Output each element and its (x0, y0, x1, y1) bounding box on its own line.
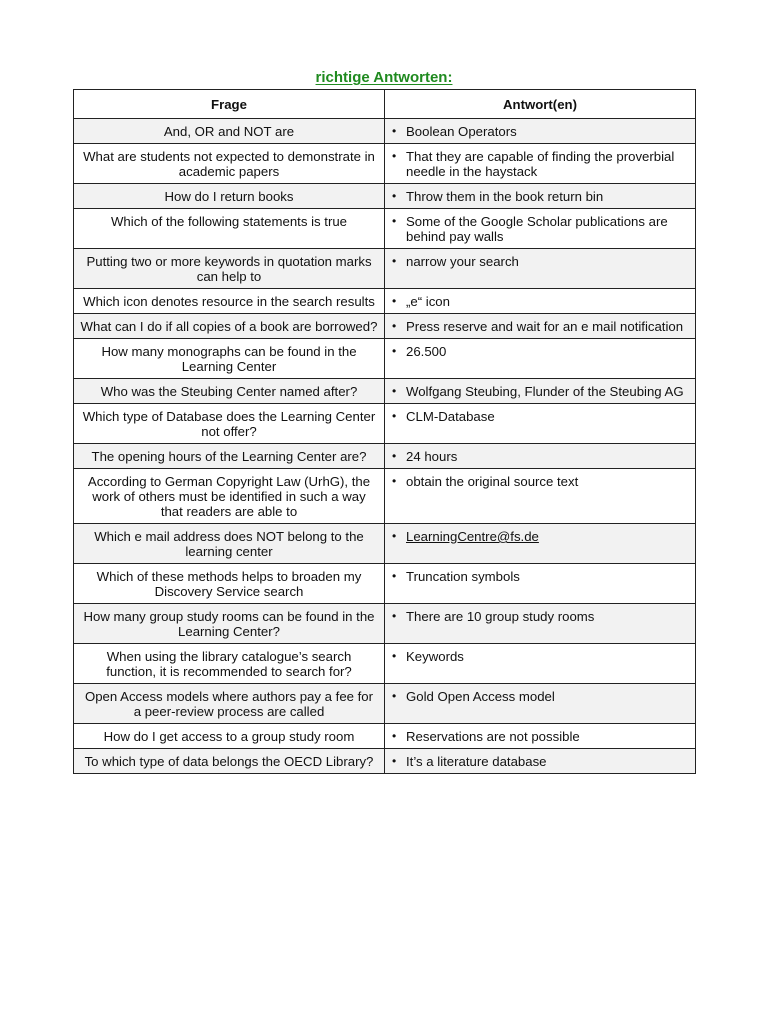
header-answer: Antwort(en) (385, 90, 696, 119)
table-row (74, 289, 696, 314)
table-body (74, 119, 696, 774)
bullet-icon: • (392, 149, 397, 163)
question-cell: What can I do if all copies of a book are borrowed? (74, 314, 385, 339)
answer-text: 24 hours (406, 449, 458, 464)
answer-text: Truncation symbols (406, 569, 520, 584)
table-row (74, 404, 696, 444)
question-cell: And, OR and NOT are (74, 119, 385, 144)
answer-cell (385, 524, 696, 564)
answer-cell (385, 724, 696, 749)
answer-cell (385, 684, 696, 724)
table-row (74, 184, 696, 209)
answer-text: Keywords (406, 649, 464, 664)
answer-text: Some of the Google Scholar publications are behind pay walls (406, 214, 668, 244)
answer-cell (385, 564, 696, 604)
bullet-icon: • (392, 124, 397, 138)
question-cell: What are students not expected to demonstrate in academic papers (74, 144, 385, 184)
bullet-icon: • (392, 384, 397, 398)
answer-text: narrow your search (406, 254, 519, 269)
bullet-icon: • (392, 609, 397, 623)
bullet-icon: • (392, 214, 397, 228)
table-row (74, 144, 696, 184)
question-cell: How do I return books (74, 184, 385, 209)
answer-cell (385, 749, 696, 774)
table-row (74, 209, 696, 249)
answer-text: Gold Open Access model (406, 689, 555, 704)
question-cell: Open Access models where authors pay a fee for a peer-review process are called (74, 684, 385, 724)
bullet-icon: • (392, 319, 397, 333)
answer-text: CLM-Database (406, 409, 495, 424)
answer-cell (385, 119, 696, 144)
answer-text: 26.500 (406, 344, 447, 359)
bullet-icon: • (392, 649, 397, 663)
table-row (74, 339, 696, 379)
question-cell: According to German Copyright Law (UrhG), the work of others must be identified in such a way that readers are able to (74, 469, 385, 524)
table-row (74, 379, 696, 404)
table-row (74, 469, 696, 524)
answer-text: obtain the original source text (406, 474, 579, 489)
answer-text: „e“ icon (406, 294, 450, 309)
question-cell: How do I get access to a group study room (74, 724, 385, 749)
table-row (74, 564, 696, 604)
answer-cell (385, 184, 696, 209)
bullet-icon: • (392, 729, 397, 743)
header-question: Frage (74, 90, 385, 119)
table-row (74, 724, 696, 749)
answer-cell (385, 249, 696, 289)
question-cell: When using the library catalogue’s search function, it is recommended to search for? (74, 644, 385, 684)
bullet-icon: • (392, 529, 397, 543)
table-row (74, 604, 696, 644)
question-cell: Which of the following statements is true (74, 209, 385, 249)
answer-cell (385, 289, 696, 314)
table-row (74, 684, 696, 724)
answer-cell (385, 404, 696, 444)
question-cell: Putting two or more keywords in quotation marks can help to (74, 249, 385, 289)
question-cell: How many monographs can be found in the Learning Center (74, 339, 385, 379)
table-row (74, 644, 696, 684)
answer-text: It’s a literature database (406, 754, 547, 769)
question-cell: How many group study rooms can be found in the Learning Center? (74, 604, 385, 644)
bullet-icon: • (392, 409, 397, 423)
table-header-row (74, 90, 696, 119)
answer-text: Throw them in the book return bin (406, 189, 604, 204)
answer-text: Wolfgang Steubing, Flunder of the Steubing AG (406, 384, 684, 399)
answer-cell (385, 379, 696, 404)
answer-cell (385, 339, 696, 379)
question-cell: The opening hours of the Learning Center are? (74, 444, 385, 469)
question-cell: Which type of Database does the Learning Center not offer? (74, 404, 385, 444)
table-row (74, 444, 696, 469)
answer-cell (385, 644, 696, 684)
answer-cell (385, 144, 696, 184)
document-title: richtige Antworten: (315, 69, 453, 86)
answer-text: Boolean Operators (406, 124, 517, 139)
question-cell: Which e mail address does NOT belong to the learning center (74, 524, 385, 564)
answer-cell (385, 604, 696, 644)
bullet-icon: • (392, 344, 397, 358)
bullet-icon: • (392, 294, 397, 308)
bullet-icon: • (392, 189, 397, 203)
table-row (74, 314, 696, 339)
answer-text: That they are capable of finding the proverbial needle in the haystack (406, 149, 675, 179)
table-row (74, 249, 696, 289)
answer-text: Reservations are not possible (406, 729, 580, 744)
answers-table (73, 89, 696, 774)
bullet-icon: • (392, 254, 397, 268)
answer-text: There are 10 group study rooms (406, 609, 595, 624)
question-cell: To which type of data belongs the OECD Library? (74, 749, 385, 774)
answer-text: Press reserve and wait for an e mail notification (406, 319, 684, 334)
bullet-icon: • (392, 449, 397, 463)
table-row (74, 749, 696, 774)
email-link[interactable]: LearningCentre@fs.de (406, 529, 539, 544)
table-row (74, 119, 696, 144)
question-cell: Who was the Steubing Center named after? (74, 379, 385, 404)
bullet-icon: • (392, 754, 397, 768)
bullet-icon: • (392, 689, 397, 703)
answer-cell (385, 314, 696, 339)
table-row (74, 524, 696, 564)
answer-cell (385, 469, 696, 524)
answer-cell (385, 444, 696, 469)
answer-cell (385, 209, 696, 249)
question-cell: Which icon denotes resource in the search results (74, 289, 385, 314)
question-cell: Which of these methods helps to broaden my Discovery Service search (74, 564, 385, 604)
bullet-icon: • (392, 474, 397, 488)
bullet-icon: • (392, 569, 397, 583)
